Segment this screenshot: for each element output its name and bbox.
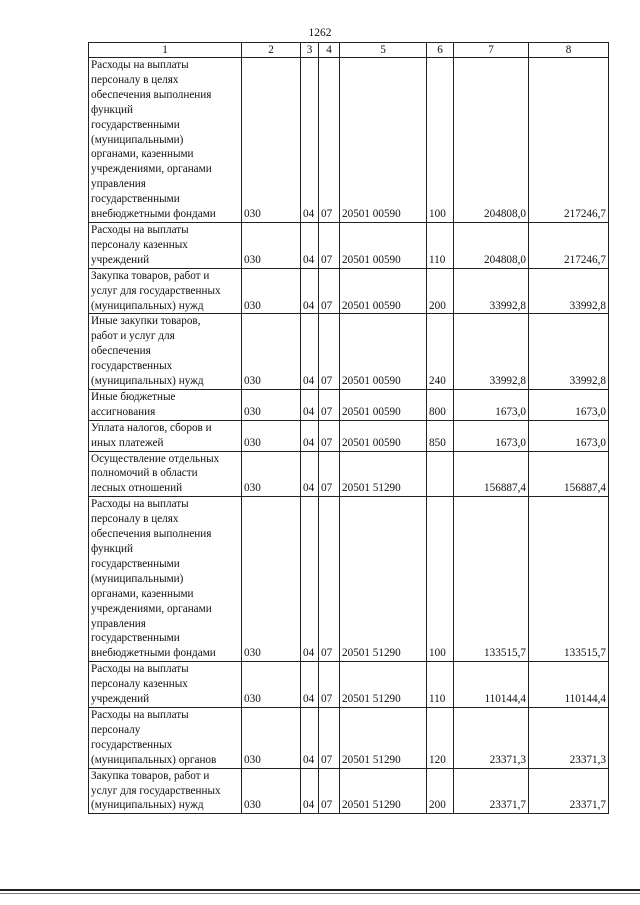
section-code: 04 [301,314,319,390]
row-name [89,389,242,420]
row-name-line: функций [91,543,133,555]
amount-col7: 23371,7 [454,768,529,814]
expense-type-code: 200 [427,768,454,814]
table-row [89,707,609,768]
section-code: 04 [301,662,319,708]
target-article-code: 20501 51290 [340,707,427,768]
ministry-code: 030 [242,451,301,497]
row-name-line: Расходы на выплаты [91,708,189,721]
target-article-code: 20501 00590 [340,389,427,420]
row-name [89,662,242,708]
row-name-line: Расходы на выплаты [91,59,189,71]
row-name-line: услуг для государственных [91,784,221,797]
column-header: 7 [454,43,529,58]
row-name-line: персоналу в целях [91,73,179,86]
expense-type-code: 100 [427,497,454,662]
column-header: 3 [301,43,319,58]
subsection-code: 07 [319,497,340,662]
row-name-line: персоналу казенных [91,238,188,251]
section-code: 04 [301,497,319,662]
row-name-line: иных платежей [91,436,164,449]
ministry-code: 030 [242,768,301,814]
row-name-line: внебюджетными фондами [91,208,216,221]
target-article-code: 20501 00590 [340,222,427,268]
row-name [89,497,242,662]
ministry-code: 030 [242,662,301,708]
amount-col7: 33992,8 [454,314,529,390]
target-article-code: 20501 51290 [340,768,427,814]
row-name-line: (муниципальных) нужд [91,299,204,312]
expense-type-code: 110 [427,222,454,268]
row-name-line: государственных [91,360,173,373]
section-code: 04 [301,222,319,268]
row-name-line: обеспечения выполнения [91,88,212,101]
amount-col8: 1673,0 [529,389,609,420]
amount-col8: 1673,0 [529,420,609,451]
row-name-line: государственными [91,632,180,645]
row-name-line: Расходы на выплаты [91,223,189,236]
row-name-line: лесных отношений [91,482,183,495]
row-name-line: Осуществление отдельных [91,452,220,465]
row-name-line: органами, казенными [91,587,194,600]
target-article-code: 20501 00590 [340,314,427,390]
amount-col8: 23371,7 [529,768,609,814]
row-name-line: государственными [91,557,180,570]
row-name [89,707,242,768]
ministry-code: 030 [242,389,301,420]
ministry-code: 030 [242,268,301,314]
expense-type-code: 240 [427,314,454,390]
amount-col7: 23371,3 [454,707,529,768]
row-name-line: Иные бюджетные [91,390,176,403]
amount-col8: 156887,4 [529,451,609,497]
row-name [89,58,242,223]
amount-col7: 110144,4 [454,662,529,708]
ministry-code: 030 [242,222,301,268]
row-name-line: учреждениями, органами [91,163,212,176]
amount-col8: 33992,8 [529,314,609,390]
column-header: 4 [319,43,340,58]
table-row [89,314,609,390]
row-name-line: работ и услуг для [91,330,175,343]
table-row [89,222,609,268]
ministry-code: 030 [242,497,301,662]
budget-table [88,42,609,814]
row-name-line: государственных [91,738,173,751]
subsection-code: 07 [319,389,340,420]
column-header: 8 [529,43,609,58]
target-article-code: 20501 00590 [340,58,427,223]
row-name-line: (муниципальных) нужд [91,799,204,812]
row-name-line: функций [91,103,133,116]
row-name-line: учреждений [91,693,150,706]
table-row [89,497,609,662]
amount-col8: 217246,7 [529,58,609,223]
row-name-line: Уплата налогов, сборов и [91,421,212,434]
row-name-line: Расходы на выплаты [91,663,189,676]
expense-type-code: 110 [427,662,454,708]
amount-col7: 204808,0 [454,222,529,268]
amount-col7: 1673,0 [454,420,529,451]
amount-col8: 33992,8 [529,268,609,314]
amount-col8: 23371,3 [529,707,609,768]
bottom-rule-secondary [0,893,640,894]
subsection-code: 07 [319,420,340,451]
row-name-line: обеспечения [91,345,151,358]
table-row [89,451,609,497]
row-name-line: Закупка товаров, работ и [91,769,210,782]
row-name-line: управления [91,178,146,191]
header-row [89,43,609,58]
amount-col7: 33992,8 [454,268,529,314]
subsection-code: 07 [319,268,340,314]
column-header: 2 [242,43,301,58]
row-name-line: (муниципальными) [91,572,184,585]
expense-type-code: 800 [427,389,454,420]
section-code: 04 [301,389,319,420]
page-number: 1262 [308,27,332,39]
column-header: 1 [89,43,242,58]
amount-col7: 156887,4 [454,451,529,497]
subsection-code: 07 [319,451,340,497]
row-name-line: ассигнования [91,405,156,418]
row-name [89,222,242,268]
row-name-line: обеспечения выполнения [91,528,212,541]
row-name [89,268,242,314]
expense-type-code [427,451,454,497]
row-name-line: государственными [91,193,180,206]
row-name-line: учреждениями, органами [91,602,212,615]
column-header: 5 [340,43,427,58]
row-name [89,451,242,497]
row-name-line: полномочий в области [91,467,198,480]
row-name-line: органами, казенными [91,148,194,161]
target-article-code: 20501 00590 [340,268,427,314]
column-header: 6 [427,43,454,58]
amount-col8: 110144,4 [529,662,609,708]
ministry-code: 030 [242,420,301,451]
row-name [89,314,242,390]
table-row [89,268,609,314]
subsection-code: 07 [319,222,340,268]
subsection-code: 07 [319,58,340,223]
expense-type-code: 100 [427,58,454,223]
row-name-line: управления [91,617,146,630]
row-name-line: Иные закупки товаров, [91,315,201,328]
row-name [89,768,242,814]
target-article-code: 20501 51290 [340,497,427,662]
subsection-code: 07 [319,768,340,814]
ministry-code: 030 [242,707,301,768]
amount-col7: 204808,0 [454,58,529,223]
table-row [89,662,609,708]
section-code: 04 [301,268,319,314]
row-name-line: внебюджетными фондами [91,647,216,660]
row-name-line: (муниципальных) органов [91,753,217,766]
amount-col8: 217246,7 [529,222,609,268]
row-name-line: услуг для государственных [91,284,221,297]
row-name-line: персоналу [91,723,141,736]
bottom-rule [0,889,640,891]
section-code: 04 [301,451,319,497]
row-name-line: персоналу в целях [91,513,179,526]
target-article-code: 20501 51290 [340,662,427,708]
subsection-code: 07 [319,314,340,390]
row-name-line: (муниципальными) [91,133,184,146]
section-code: 04 [301,58,319,223]
row-name-line: учреждений [91,253,150,266]
subsection-code: 07 [319,662,340,708]
subsection-code: 07 [319,707,340,768]
target-article-code: 20501 51290 [340,451,427,497]
section-code: 04 [301,707,319,768]
table-row [89,768,609,814]
target-article-code: 20501 00590 [340,420,427,451]
table-row [89,389,609,420]
row-name [89,420,242,451]
section-code: 04 [301,768,319,814]
table-row [89,58,609,223]
ministry-code: 030 [242,58,301,223]
row-name-line: государственными [91,118,180,131]
amount-col8: 133515,7 [529,497,609,662]
section-code: 04 [301,420,319,451]
ministry-code: 030 [242,314,301,390]
expense-type-code: 200 [427,268,454,314]
row-name-line: персоналу казенных [91,678,188,691]
row-name-line: Расходы на выплаты [91,498,189,511]
amount-col7: 1673,0 [454,389,529,420]
table-row [89,420,609,451]
row-name-line: Закупка товаров, работ и [91,269,210,282]
expense-type-code: 120 [427,707,454,768]
expense-type-code: 850 [427,420,454,451]
amount-col7: 133515,7 [454,497,529,662]
row-name-line: (муниципальных) нужд [91,375,204,388]
